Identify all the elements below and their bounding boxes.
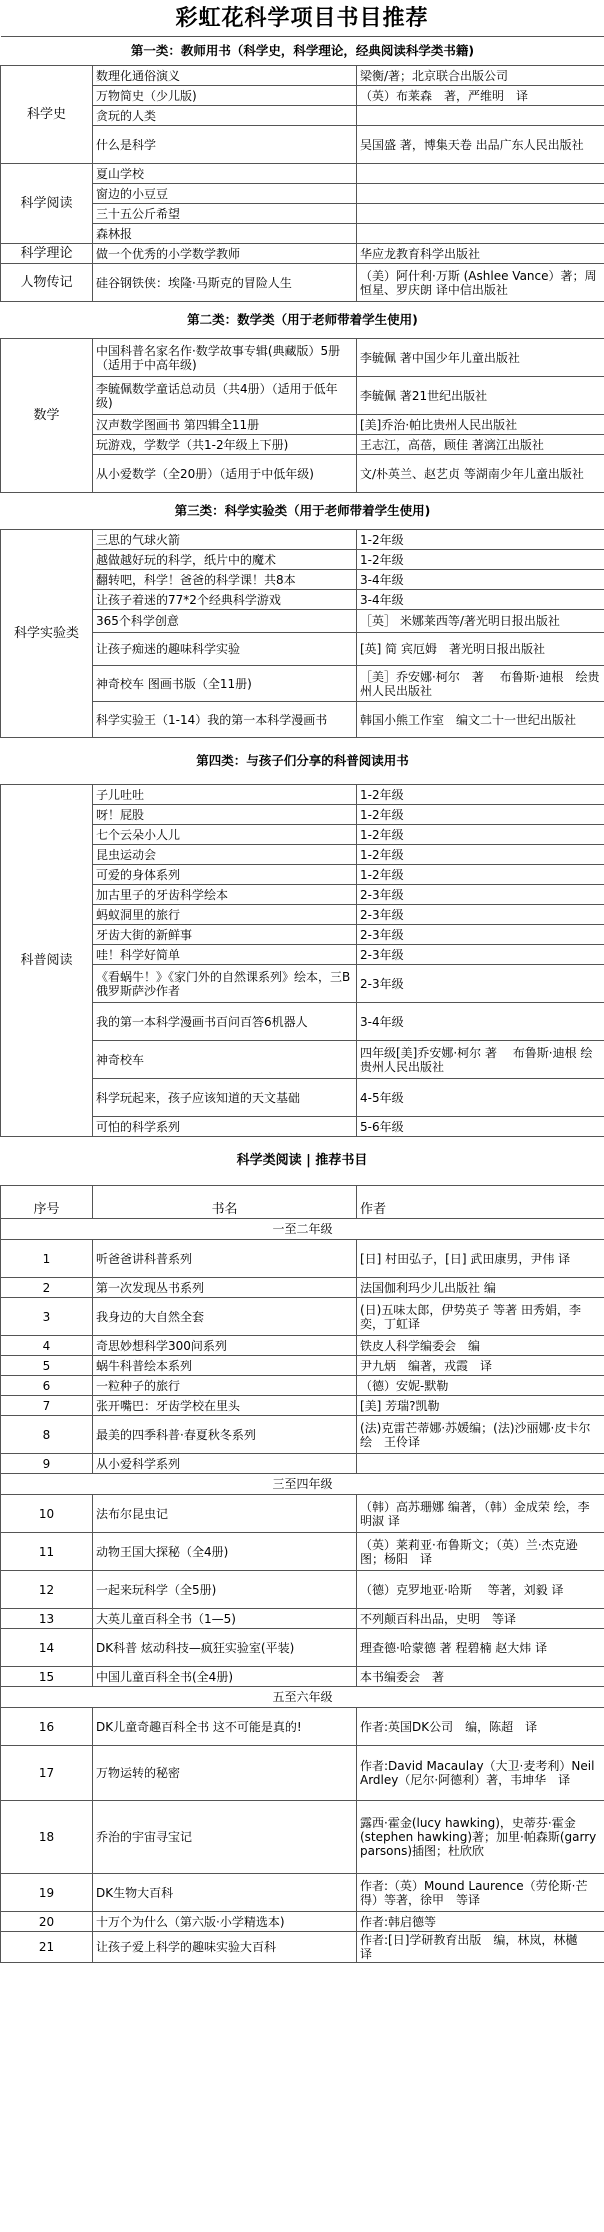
book-title-cell: 张开嘴巴：牙齿学校在里头 bbox=[93, 1396, 357, 1416]
table-row bbox=[1, 1336, 604, 1356]
book-title-cell: 从小爱科学系列 bbox=[93, 1454, 357, 1474]
grade-band-label: 五至六年级 bbox=[1, 1687, 604, 1708]
grade-band-row bbox=[1, 1687, 604, 1708]
book-title-cell: 可爱的身体系列 bbox=[93, 865, 357, 885]
section-heading-row bbox=[1, 302, 604, 339]
book-title-cell: DK生物大百科 bbox=[93, 1874, 357, 1912]
book-title-cell: 加古里子的牙齿科学绘本 bbox=[93, 885, 357, 905]
reading-list-table bbox=[0, 1185, 604, 1963]
category-cell: 科学实验类 bbox=[1, 530, 93, 738]
book-title-cell: 牙齿大街的新鲜事 bbox=[93, 925, 357, 945]
book-title-cell: DK儿童奇趣百科全书 这不可能是真的! bbox=[93, 1708, 357, 1746]
row-number: 5 bbox=[1, 1356, 93, 1376]
row-number: 13 bbox=[1, 1609, 93, 1629]
book-row bbox=[1, 244, 604, 264]
table-row bbox=[1, 1801, 604, 1874]
book-title-cell: 万物简史（少儿版) bbox=[93, 86, 357, 106]
book-info-cell: 2-3年级 bbox=[357, 945, 604, 965]
book-row bbox=[1, 339, 604, 377]
book-title-cell: 让孩子痴迷的趣味科学实验 bbox=[93, 633, 357, 666]
table-row bbox=[1, 1533, 604, 1571]
author-cell: (法)克雷芒蒂娜·苏媛编；(法)沙丽娜·皮卡尔绘 王伶译 bbox=[357, 1416, 604, 1454]
book-title-cell: 我的第一本科学漫画书百问百答6机器人 bbox=[93, 1003, 357, 1041]
row-number: 2 bbox=[1, 1278, 93, 1298]
book-row bbox=[1, 530, 604, 550]
book-info-cell: 文/朴英兰、赵艺贞 等湖南少年儿童出版社 bbox=[357, 455, 604, 493]
row-number: 14 bbox=[1, 1629, 93, 1667]
author-cell: （德）克罗地亚·哈斯 等著，刘毅 译 bbox=[357, 1571, 604, 1609]
book-title-cell: 《看蜗牛！》《家门外的自然课系列》绘本，三B 俄罗斯萨沙作者 bbox=[93, 965, 357, 1003]
book-title-cell: 万物运转的秘密 bbox=[93, 1746, 357, 1801]
book-title-cell: 三十五公斤希望 bbox=[93, 204, 357, 224]
author-cell: （韩）高苏珊娜 编著，（韩）金成荣 绘，李明淑 译 bbox=[357, 1495, 604, 1533]
row-number: 21 bbox=[1, 1932, 93, 1963]
book-title-cell: 玩游戏，学数学（共1-2年级上下册) bbox=[93, 435, 357, 455]
book-info-cell bbox=[357, 224, 604, 244]
table-header-row bbox=[1, 1186, 604, 1219]
book-title-cell: 我身边的大自然全套 bbox=[93, 1298, 357, 1336]
book-info-cell: 2-3年级 bbox=[357, 885, 604, 905]
book-info-cell: 2-3年级 bbox=[357, 925, 604, 945]
author-cell: 法国伽利玛少儿出版社 编 bbox=[357, 1278, 604, 1298]
section-heading-row bbox=[1, 37, 604, 66]
row-number: 11 bbox=[1, 1533, 93, 1571]
category-cell: 科普阅读 bbox=[1, 785, 93, 1137]
category-cell: 科学理论 bbox=[1, 244, 93, 264]
table-row bbox=[1, 1708, 604, 1746]
category-table bbox=[0, 36, 604, 1137]
author-cell: 本书编委会 著 bbox=[357, 1667, 604, 1687]
book-title-cell: 动物王国大探秘（全4册) bbox=[93, 1533, 357, 1571]
author-cell: [美] 芳瑞?凯勒 bbox=[357, 1396, 604, 1416]
book-title-cell: 奇思妙想科学300问系列 bbox=[93, 1336, 357, 1356]
book-title-cell: 365个科学创意 bbox=[93, 610, 357, 633]
table-row bbox=[1, 1571, 604, 1609]
row-number: 17 bbox=[1, 1746, 93, 1801]
row-number: 20 bbox=[1, 1912, 93, 1932]
book-row bbox=[1, 66, 604, 86]
author-cell bbox=[357, 1454, 604, 1474]
row-number: 1 bbox=[1, 1240, 93, 1278]
row-number: 6 bbox=[1, 1376, 93, 1396]
row-number: 19 bbox=[1, 1874, 93, 1912]
book-info-cell: 1-2年级 bbox=[357, 550, 604, 570]
book-info-cell: ［英］ 米娜莱西等/著光明日报出版社 bbox=[357, 610, 604, 633]
book-title-cell: 李毓佩数学童话总动员（共4册）（适用于低年级) bbox=[93, 377, 357, 415]
book-title-cell: 中国儿童百科全书(全4册) bbox=[93, 1667, 357, 1687]
table-row bbox=[1, 1609, 604, 1629]
author-cell: （英）莱莉亚·布鲁斯文；（英）兰·杰克逊图；杨阳 译 bbox=[357, 1533, 604, 1571]
book-info-cell bbox=[357, 184, 604, 204]
table-row bbox=[1, 1912, 604, 1932]
book-info-cell: （英）布莱森 著，严维明 译 bbox=[357, 86, 604, 106]
table-row bbox=[1, 1356, 604, 1376]
table-row bbox=[1, 1416, 604, 1454]
book-info-cell: 5-6年级 bbox=[357, 1117, 604, 1137]
book-info-cell: 2-3年级 bbox=[357, 905, 604, 925]
book-info-cell: 4-5年级 bbox=[357, 1079, 604, 1117]
book-title-cell: 最美的四季科普·春夏秋冬系列 bbox=[93, 1416, 357, 1454]
table-row bbox=[1, 1874, 604, 1912]
row-number: 8 bbox=[1, 1416, 93, 1454]
book-info-cell: 吴国盛 著，博集天卷 出品广东人民出版社 bbox=[357, 126, 604, 164]
book-title-cell: 大英儿童百科全书（1—5) bbox=[93, 1609, 357, 1629]
author-cell: 不列颠百科出品，史明 等译 bbox=[357, 1609, 604, 1629]
book-title-cell: 硅谷钢铁侠：埃隆·马斯克的冒险人生 bbox=[93, 264, 357, 302]
category-cell: 数学 bbox=[1, 339, 93, 493]
section-heading-row bbox=[1, 738, 604, 785]
book-info-cell: 3-4年级 bbox=[357, 590, 604, 610]
author-cell: 铁皮人科学编委会 编 bbox=[357, 1336, 604, 1356]
author-cell: [日] 村田弘子，[日] 武田康男，尹伟 译 bbox=[357, 1240, 604, 1278]
book-title-cell: 听爸爸讲科普系列 bbox=[93, 1240, 357, 1278]
book-info-cell: 王志江，高蓓，顾佳 著漓江出版社 bbox=[357, 435, 604, 455]
author-cell: 作者:英国DK公司 编，陈超 译 bbox=[357, 1708, 604, 1746]
table-row bbox=[1, 1667, 604, 1687]
book-title-cell: 贪玩的人类 bbox=[93, 106, 357, 126]
author-cell: 理查德·哈蒙德 著 程碧楠 赵大炜 译 bbox=[357, 1629, 604, 1667]
book-info-cell bbox=[357, 106, 604, 126]
book-info-cell: 2-3年级 bbox=[357, 965, 604, 1003]
table-row bbox=[1, 1746, 604, 1801]
grade-band-label: 三至四年级 bbox=[1, 1474, 604, 1495]
book-title-cell: 三思的气球火箭 bbox=[93, 530, 357, 550]
page-title: 彩虹花科学项目书目推荐 bbox=[175, 5, 429, 31]
book-row bbox=[1, 785, 604, 805]
book-info-cell: 李毓佩 著中国少年儿童出版社 bbox=[357, 339, 604, 377]
grade-band-label: 一至二年级 bbox=[1, 1219, 604, 1240]
book-title-cell: 哇！科学好简单 bbox=[93, 945, 357, 965]
table-row bbox=[1, 1278, 604, 1298]
book-info-cell: 3-4年级 bbox=[357, 570, 604, 590]
column-header-no: 序号 bbox=[1, 1186, 93, 1219]
row-number: 4 bbox=[1, 1336, 93, 1356]
section-heading-row bbox=[1, 493, 604, 530]
book-info-cell: ［美］乔安娜·柯尔 著 布鲁斯·迪根 绘贵州人民出版社 bbox=[357, 666, 604, 702]
author-cell: 尹九炳 编著，戎霞 译 bbox=[357, 1356, 604, 1376]
book-title-cell: 从小爱数学（全20册）（适用于中低年级) bbox=[93, 455, 357, 493]
book-title-cell: 森林报 bbox=[93, 224, 357, 244]
category-cell: 科学阅读 bbox=[1, 164, 93, 244]
author-cell: (日)五味太郎，伊势英子 等著 田秀娟，李奕，丁虹译 bbox=[357, 1298, 604, 1336]
section-heading: 第一类：教师用书（科学史，科学理论，经典阅读科学类书籍) bbox=[1, 37, 604, 66]
book-info-cell: [英] 简 宾厄姆 著光明日报出版社 bbox=[357, 633, 604, 666]
book-title-cell: 法布尔昆虫记 bbox=[93, 1495, 357, 1533]
book-info-cell: （美）阿什利·万斯 (Ashlee Vance）著；周恒星、罗庆朗 译中信出版社 bbox=[357, 264, 604, 302]
book-info-cell: 1-2年级 bbox=[357, 865, 604, 885]
author-cell: （德）安妮-默勒 bbox=[357, 1376, 604, 1396]
book-info-cell: 1-2年级 bbox=[357, 805, 604, 825]
book-title-cell: 夏山学校 bbox=[93, 164, 357, 184]
category-cell: 人物传记 bbox=[1, 264, 93, 302]
book-title-cell: 七个云朵小人儿 bbox=[93, 825, 357, 845]
table-row bbox=[1, 1376, 604, 1396]
author-cell: 作者:韩启德等 bbox=[357, 1912, 604, 1932]
book-title-cell: 呀！屁股 bbox=[93, 805, 357, 825]
book-title-cell: 十万个为什么（第六版·小学精选本) bbox=[93, 1912, 357, 1932]
category-cell: 科学史 bbox=[1, 66, 93, 164]
book-title-cell: 一粒种子的旅行 bbox=[93, 1376, 357, 1396]
section-heading: 第三类：科学实验类（用于老师带着学生使用) bbox=[1, 493, 604, 530]
grade-band-row bbox=[1, 1474, 604, 1495]
book-title-cell: 蜗牛科普绘本系列 bbox=[93, 1356, 357, 1376]
book-title-cell: 汉声数学图画书 第四辑全11册 bbox=[93, 415, 357, 435]
book-info-cell: 李毓佩 著21世纪出版社 bbox=[357, 377, 604, 415]
book-info-cell: 1-2年级 bbox=[357, 825, 604, 845]
book-info-cell: 华应龙教育科学出版社 bbox=[357, 244, 604, 264]
book-title-cell: 窗边的小豆豆 bbox=[93, 184, 357, 204]
reading-list-title: 科学类阅读 | 推荐书目 bbox=[236, 1153, 368, 1168]
book-title-cell: 乔治的宇宙寻宝记 bbox=[93, 1801, 357, 1874]
row-number: 12 bbox=[1, 1571, 93, 1609]
book-title-cell: 神奇校车 bbox=[93, 1041, 357, 1079]
book-title-cell: 什么是科学 bbox=[93, 126, 357, 164]
book-info-cell: 1-2年级 bbox=[357, 530, 604, 550]
book-title-cell: DK科普 炫动科技—疯狂实验室(平装) bbox=[93, 1629, 357, 1667]
table-row bbox=[1, 1240, 604, 1278]
book-info-cell bbox=[357, 164, 604, 184]
book-title-cell: 做一个优秀的小学数学教师 bbox=[93, 244, 357, 264]
author-cell: 露西·霍金(lucy hawking)，史蒂芬·霍金(stephen hawking)著；加里·帕森斯(garry parsons)插图；杜欣欣 bbox=[357, 1801, 604, 1874]
book-info-cell: [美]乔治·帕比贵州人民出版社 bbox=[357, 415, 604, 435]
table-row bbox=[1, 1629, 604, 1667]
section-heading: 第二类：数学类（用于老师带着学生使用) bbox=[1, 302, 604, 339]
book-title-cell: 科学玩起来，孩子应该知道的天文基础 bbox=[93, 1079, 357, 1117]
book-info-cell: 四年级[美]乔安娜·柯尔 著 布鲁斯·迪根 绘贵州人民出版社 bbox=[357, 1041, 604, 1079]
book-row bbox=[1, 164, 604, 184]
row-number: 18 bbox=[1, 1801, 93, 1874]
row-number: 7 bbox=[1, 1396, 93, 1416]
row-number: 16 bbox=[1, 1708, 93, 1746]
book-info-cell: 梁衡/著；北京联合出版公司 bbox=[357, 66, 604, 86]
author-cell: 作者:[日]学研教育出版 编，林岚，林樾 译 bbox=[357, 1932, 604, 1963]
author-cell: 作者:David Macaulay（大卫·麦考利）Neil Ardley（尼尔·阿德利）著，韦坤华 译 bbox=[357, 1746, 604, 1801]
book-title-cell: 科学实验王（1-14）我的第一本科学漫画书 bbox=[93, 702, 357, 738]
book-title-cell: 神奇校车 图画书版（全11册) bbox=[93, 666, 357, 702]
column-header-book: 书名 bbox=[93, 1186, 357, 1219]
author-cell: 作者:（英）Mound Laurence（劳伦斯·芒得）等著，徐甲 等译 bbox=[357, 1874, 604, 1912]
column-header-author: 作者 bbox=[357, 1186, 604, 1219]
table-row bbox=[1, 1454, 604, 1474]
book-title-cell: 一起来玩科学（全5册) bbox=[93, 1571, 357, 1609]
book-info-cell: 韩国小熊工作室 编文二十一世纪出版社 bbox=[357, 702, 604, 738]
table-row bbox=[1, 1495, 604, 1533]
grade-band-row bbox=[1, 1219, 604, 1240]
book-title-cell: 数理化通俗演义 bbox=[93, 66, 357, 86]
book-info-cell bbox=[357, 204, 604, 224]
row-number: 3 bbox=[1, 1298, 93, 1336]
book-title-cell: 第一次发现丛书系列 bbox=[93, 1278, 357, 1298]
table-row bbox=[1, 1298, 604, 1336]
section-heading: 第四类：与孩子们分享的科普阅读用书 bbox=[1, 738, 604, 785]
book-title-cell: 蚂蚁洞里的旅行 bbox=[93, 905, 357, 925]
book-info-cell: 1-2年级 bbox=[357, 845, 604, 865]
book-title-cell: 让孩子爱上科学的趣味实验大百科 bbox=[93, 1932, 357, 1963]
book-title-cell: 子儿吐吐 bbox=[93, 785, 357, 805]
row-number: 10 bbox=[1, 1495, 93, 1533]
book-title-cell: 让孩子着迷的77*2个经典科学游戏 bbox=[93, 590, 357, 610]
row-number: 9 bbox=[1, 1454, 93, 1474]
book-title-cell: 中国科普名家名作·数学故事专辑(典藏版）5册（适用于中高年级) bbox=[93, 339, 357, 377]
book-title-cell: 越做越好玩的科学，纸片中的魔术 bbox=[93, 550, 357, 570]
book-info-cell: 1-2年级 bbox=[357, 785, 604, 805]
row-number: 15 bbox=[1, 1667, 93, 1687]
book-title-cell: 昆虫运动会 bbox=[93, 845, 357, 865]
book-title-cell: 可怕的科学系列 bbox=[93, 1117, 357, 1137]
table-row bbox=[1, 1932, 604, 1963]
book-info-cell: 3-4年级 bbox=[357, 1003, 604, 1041]
book-title-cell: 翻转吧，科学！爸爸的科学课！共8本 bbox=[93, 570, 357, 590]
table-row bbox=[1, 1396, 604, 1416]
book-row bbox=[1, 264, 604, 302]
